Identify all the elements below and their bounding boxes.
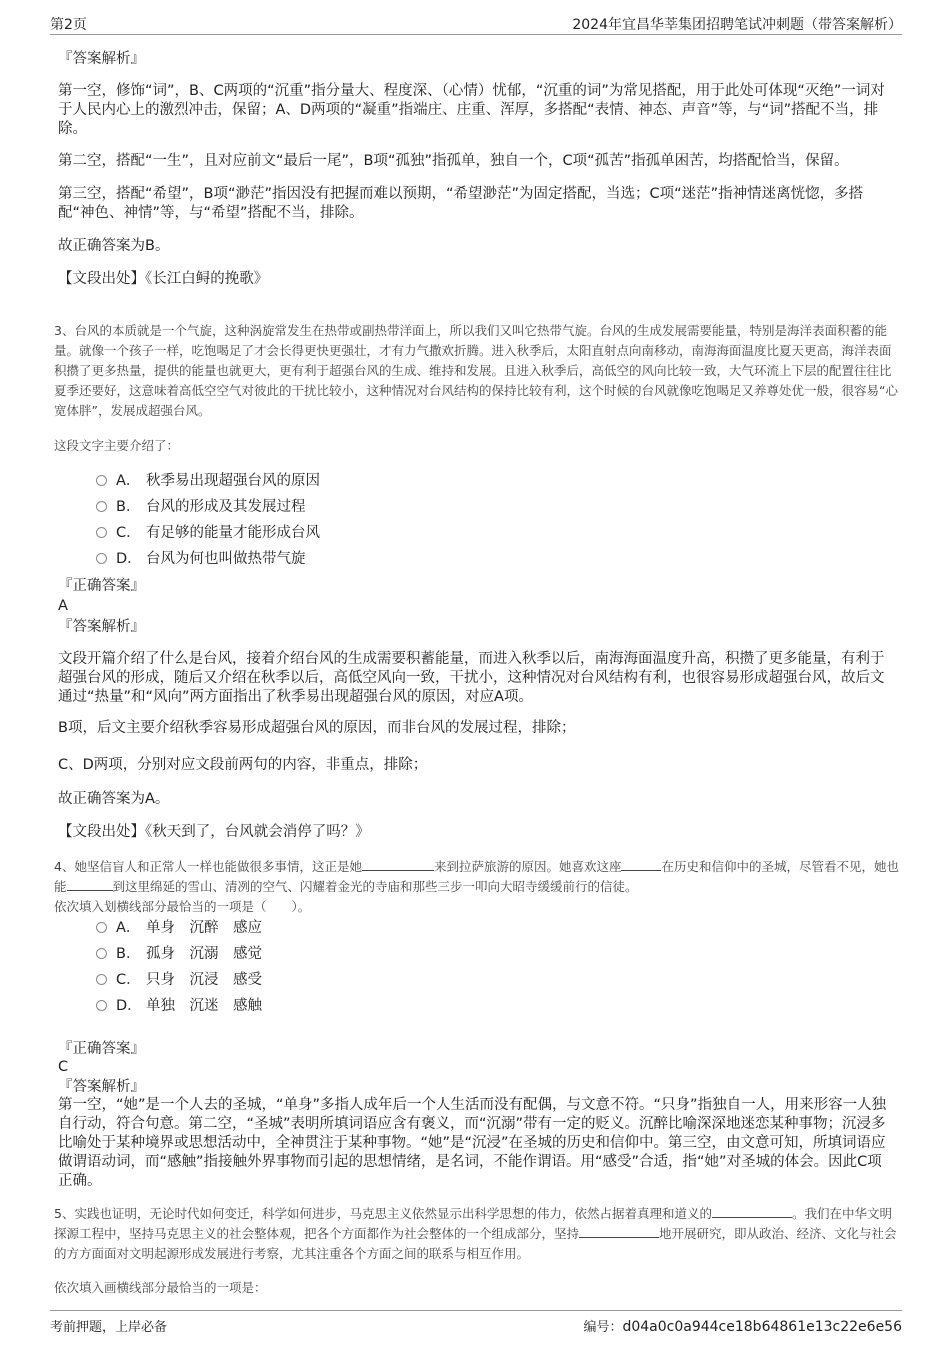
q3-analysis-p3: C、D两项，分别对应文段前两句的内容，非重点，排除； — [58, 757, 428, 773]
q3-analysis-heading: 『答案解析』 — [58, 619, 145, 635]
q2-analysis-p2: 第二空，搭配“一生”，且对应前文“最后一尾”，B项“孤独”指孤单，独自一个，C项“孤苦”指孤单困苦，均搭配恰当，保留。 — [58, 153, 849, 169]
q2-analysis-p3: 第三空，搭配“希望”，B项“渺茫”指因没有把握而难以预期，“希望渺茫”为固定搭配，当选；C项“迷茫”指神情迷离恍惚，多搭配“神色、神情”等，与“希望”搭配不当，排除。 — [58, 186, 864, 221]
blank-2 — [579, 1225, 659, 1238]
q4-analysis-heading: 『答案解析』 — [58, 1079, 145, 1095]
q3-source: 【文段出处】《秋天到了，台风就会消停了吗？》 — [58, 824, 370, 840]
q5-stem: 5、实践也证明，无论时代如何变迁，科学如何进步，马克思主义依然显示出科学思想的伟力，依然占据着真理和道义的 。我们在中华文明探源工程中，坚持马克思主义的社会整体观，把各个方面都作为社会整体的一个组成部分，坚持 地开展研究，即从政治、经济、文化与社会的方方面面对文明起源形成发展进行考察，尤其注重各个方面之间的联系与相互作用。 — [54, 1206, 897, 1261]
document-title: 2024年宜昌华莘集团招聘笔试冲刺题（带答案解析） — [572, 17, 902, 33]
blank-3 — [67, 878, 113, 891]
q4-answer: C — [58, 1059, 69, 1075]
q2-analysis-heading: 『答案解析』 — [58, 51, 145, 67]
q3-option-c[interactable]: C． 有足够的能量才能形成台风 — [96, 523, 320, 543]
blank-1 — [712, 1205, 792, 1218]
q3-analysis-p1: 文段开篇介绍了什么是台风，接着介绍台风的生成需要积蓄能量，而进入秋季以后，南海海面温度升高，积攒了更多能量，有利于超强台风的形成，随后又介绍在秋季以后，高低空风向一致，干扰小，这种情况对台风结构有利，也很容易形成超强台风，故后文通过“热量”和“风向”两方面指出了秋季易出现超强台风的原因，对应A项。 — [58, 651, 885, 705]
page-footer — [50, 1310, 902, 1335]
q3-option-a[interactable]: A． 秋季易出现超强台风的原因 — [96, 471, 320, 491]
blank-1 — [362, 858, 434, 871]
q4-prompt: 依次填入划横线部分最恰当的一项是（ ）。 — [54, 899, 311, 914]
q4-option-b[interactable]: B． 孤身 沉溺 感觉 — [96, 944, 262, 964]
q3-option-b[interactable]: B． 台风的形成及其发展过程 — [96, 497, 306, 517]
q3-stem: 3、台风的本质就是一个气旋，这种涡旋常发生在热带或副热带洋面上，所以我们又叫它热带气旋。台风的生成发展需要能量，特别是海洋表面积蓄的能量。就像一个孩子一样，吃饱喝足了才会长得更快更强壮，才有力气撒欢折腾。进入秋季后，太阳直射点向南移动，南海海面温度比夏天更高，海洋表面积攒了更多热量，提供的能量也就更大，更有利于超强台风的生成、维持和发展。且进入秋季后，高低空的风向比较一致，大气环流上下层的配置往往比夏季还要好，这意味着高低空空气对彼此的干扰比较小，这种情况对台风结构的保持比较有利，这个时候的台风就像吃饱喝足又养尊处优一般，很容易“心宽体胖”，发展成超强台风。 — [54, 323, 898, 418]
q3-conclusion: 故正确答案为A。 — [58, 791, 170, 807]
q5-prompt: 依次填入画横线部分最恰当的一项是： — [54, 1280, 267, 1295]
q4-stem: 4、她坚信盲人和正常人一样也能做很多事情，这正是她 来到拉萨旅游的原因。她喜欢这座 在历史和信仰中的圣城，尽管看不见，她也能 到这里绵延的雪山、清冽的空气、闪耀着金光的寺庙和那些三步一叩向大昭寺缓缓前行的信徒。 — [54, 859, 899, 894]
page-number: 第2页 — [50, 17, 87, 33]
blank-2 — [621, 858, 661, 871]
q4-option-d[interactable]: D． 单独 沉迷 感触 — [96, 996, 262, 1016]
q3-analysis-p2: B项，后文主要介绍秋季容易形成超强台风的原因，而非台风的发展过程，排除； — [58, 720, 576, 736]
radio-icon[interactable] — [96, 527, 107, 538]
q2-conclusion: 故正确答案为B。 — [58, 238, 170, 254]
q4-answer-heading: 『正确答案』 — [58, 1041, 145, 1057]
radio-icon[interactable] — [96, 922, 107, 933]
footer-slogan: 考前押题，上岸必备 — [50, 1320, 168, 1335]
radio-icon[interactable] — [96, 501, 107, 512]
q3-prompt: 这段文字主要介绍了： — [54, 438, 180, 453]
q4-option-a[interactable]: A． 单身 沉醉 感应 — [96, 918, 262, 938]
radio-icon[interactable] — [96, 1000, 107, 1011]
radio-icon[interactable] — [96, 948, 107, 959]
page-header — [50, 12, 902, 35]
radio-icon[interactable] — [96, 475, 107, 486]
q4-analysis: 第一空，“她”是一个人去的圣城，“单身”多指人成年后一个人生活而没有配偶，与文意不符。“只身”指独自一人，用来形容一人独自行动，符合句意。第二空，“圣城”表明所填词语应含有褒义，而“沉溺”带有一定的贬义。沉醉比喻深深地迷恋某种事物；沉浸多比喻处于某种境界或思想活动中，全神贯注于某种事物。“她”是“沉浸”在圣城的历史和信仰中。第三空，由文意可知，所填词语应做谓语动词，而“感触”指接触外界事物而引起的思想情绪，是名词，不能作谓语。用“感受”合适，指“她”对圣城的体会。因此C项正确。 — [58, 1097, 887, 1189]
radio-icon[interactable] — [96, 974, 107, 985]
q2-analysis-p1: 第一空，修饰“词”，B、C两项的“沉重”指分量大、程度深、（心情）忧郁，“沉重的词”为常见搭配，用于此处可体现“灭绝”一词对于人民内心上的激烈冲击，保留；A、D两项的“凝重”指端庄、庄重、浑厚，多搭配“表情、神态、声音”等，与“词”搭配不当，排除。 — [58, 83, 885, 137]
radio-icon[interactable] — [96, 553, 107, 564]
q2-source: 【文段出处】《长江白鲟的挽歌》 — [58, 271, 269, 287]
q4-option-c[interactable]: C． 只身 沉浸 感受 — [96, 970, 262, 990]
q3-option-d[interactable]: D． 台风为何也叫做热带气旋 — [96, 549, 306, 569]
q3-answer: A — [58, 598, 68, 614]
q3-answer-heading: 『正确答案』 — [58, 578, 145, 594]
document-code: 编号：d04a0c0a944ce18b64861e13c22e6e56 — [583, 1319, 902, 1335]
